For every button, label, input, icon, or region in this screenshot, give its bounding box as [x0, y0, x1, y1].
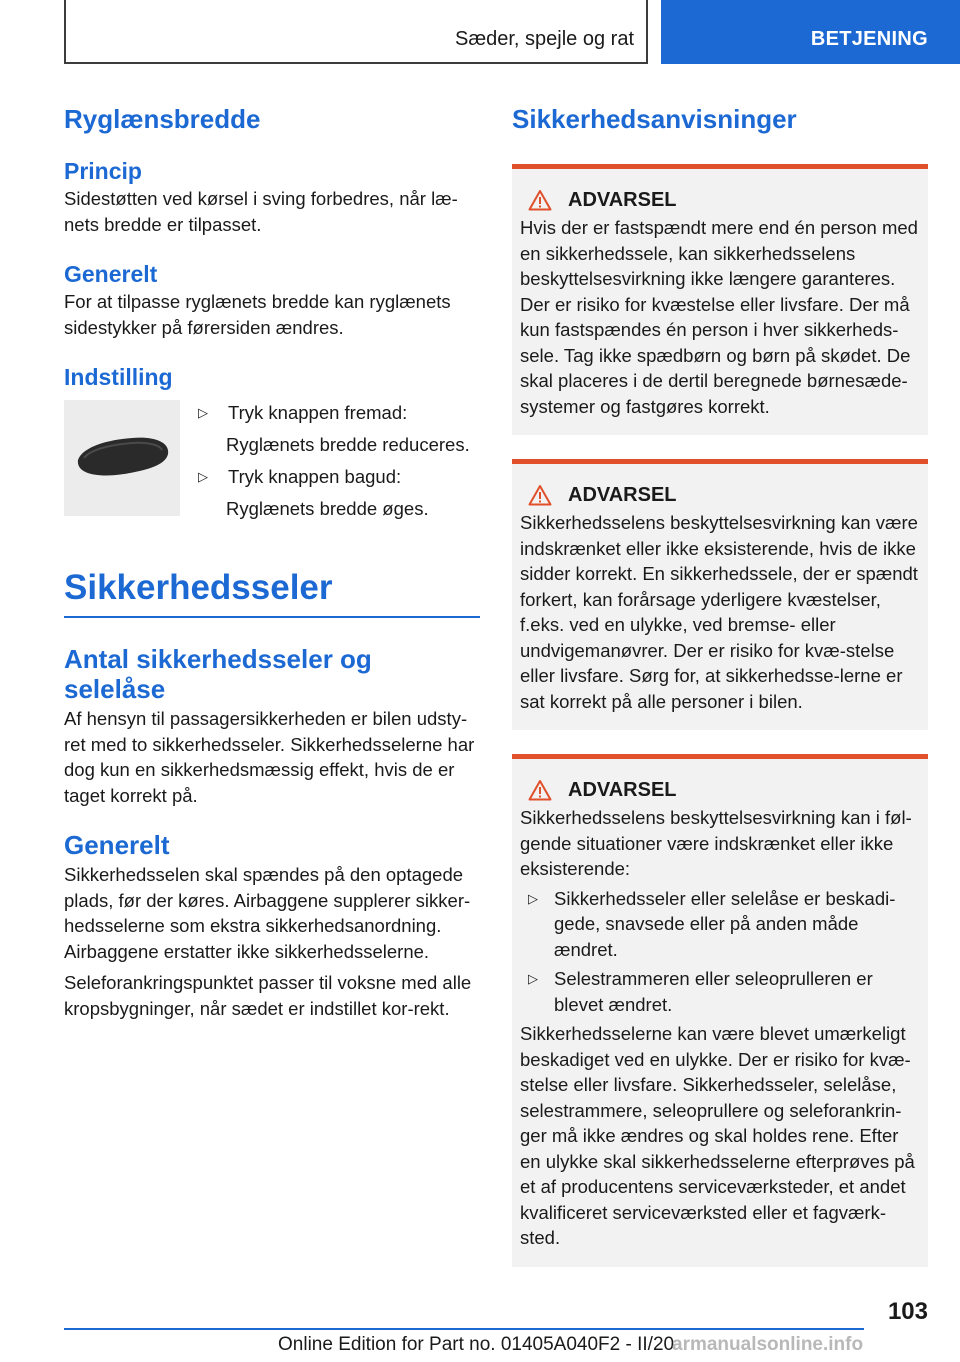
section-divider	[64, 616, 480, 618]
seatbelt-count-text: Af hensyn til passagersikkerheden er bilen udsty-ret med to sikkerhedsseler. Sikkerhedsselerne har dog kun en sikkerhedsmæssig effekt, hvis de er taget korrekt på.	[64, 708, 475, 806]
left-column	[64, 100, 480, 1021]
triangle-right-icon: ▷	[528, 971, 538, 986]
list-item-result: Ryglænets bredde reduceres.	[226, 434, 470, 455]
warning-triangle-icon	[528, 189, 552, 211]
warning-triangle-icon	[528, 484, 552, 506]
list-item: ▷ Tryk knappen bagud:	[196, 464, 470, 490]
warning-title: ADVARSEL	[520, 187, 922, 213]
triangle-right-icon: ▷	[528, 890, 538, 906]
backrest-button-icon	[64, 400, 180, 516]
footer-watermark: armanualsonline.info	[672, 1334, 864, 1355]
header-chapter-tab	[661, 0, 960, 64]
list-item: ▷ Sikkerhedsseler eller selelåse er beskadi-gede, snavsede eller på anden måde ændret.	[520, 886, 922, 963]
general2-text-1: Sikkerhedsselen skal spændes på den optagede plads, før der køres. Airbaggene supplerer sikker-hedsselerne som ekstra sikkerhedsanordning. Airbaggene erstatter ikke sikkerhedsselerne.	[64, 864, 471, 962]
list-item: ▷ Selestrammeren eller seleoprulleren er blevet ændret.	[520, 966, 922, 1017]
general2-heading: Generelt	[64, 830, 170, 860]
triangle-right-icon: ▷	[198, 405, 208, 420]
warning-outro: Sikkerhedsselerne kan være blevet umærkeligt beskadiget ved en ulykke. Der er risiko for kvæ-stelse eller livsfare. Sikkerhedsseler, selelåse, selestrammere, seleoprullere og seleforankrin-ger må ikke ændres og skal holdes rene. Efter en ulykke skal sikkerhedsselerne efterprøves på et af producentens serviceværksteder, et andet kvalificeret serviceværksted eller et fagværk-sted.	[520, 1023, 915, 1248]
adjust-list	[196, 400, 470, 522]
warning-text: Sikkerhedsselens beskyttelsesvirkning kan være indskrænket eller ikke eksisterende, hvis de ikke sidder korrekt. En sikkerhedssele, der er spændt forkert, kan forårsage yderligere kvæstelser, f.eks. ved en ulykke, ved bremse- eller undvigemanøvrer. Der er risiko for kvæ-stelse eller livsfare. Sørg for, at sikkerhedsse-lerne er sat korrekt på alle personer i bilen.	[520, 512, 918, 712]
warning-triangle-icon	[528, 779, 552, 801]
list-item: ▷ Tryk knappen fremad:	[196, 400, 470, 426]
safety-notes-title: Sikkerhedsanvisninger	[512, 104, 797, 134]
warning-box	[512, 459, 928, 730]
warning-box	[512, 164, 928, 435]
footer-edition: Online Edition for Part no. 01405A040F2 - II/20	[278, 1334, 675, 1355]
header-section-box	[64, 0, 648, 64]
backrest-width-title: Ryglænsbredde	[64, 104, 261, 134]
warning-intro: Sikkerhedsselens beskyttelsesvirkning kan i føl-gende situationer være indskrænket eller ikke eksisterende:	[520, 807, 912, 879]
header-section-title: Sæder, spejle og rat	[455, 28, 634, 50]
principle-text: Sidestøtten ved kørsel i sving forbedres, når læ-nets bredde er tilpasset.	[64, 188, 458, 235]
adjust-section	[64, 400, 480, 522]
right-column	[512, 100, 928, 1267]
general2-text-2: Seleforankringspunktet passer til voksne med alle kropsbygninger, når sædet er indstillet kor-rekt.	[64, 972, 472, 1019]
seatbelts-title: Sikkerhedsseler	[64, 568, 333, 607]
list-item-result: Ryglænets bredde øges.	[226, 498, 429, 519]
warning-box	[512, 754, 928, 1267]
principle-heading: Princip	[64, 158, 142, 184]
warning-title: ADVARSEL	[520, 482, 922, 508]
general-text: For at tilpasse ryglænets bredde kan ryglænets sidestykker på førersiden ændres.	[64, 291, 451, 338]
warning-title: ADVARSEL	[520, 777, 922, 803]
warning-text: Hvis der er fastspændt mere end én person med en sikkerhedssele, kan sikkerhedsselens beskyttelsesvirkning ikke længere garanteres. Der er risiko for kvæstelse eller livsfare. Der må kun fastspændes én person i hver sikkerheds-sele. Tag ikke spædbørn og børn på skødet. De skal placeres i de dertil beregnede børnesæde-systemer og fastgøres korrekt.	[520, 217, 918, 417]
seatbelt-count-heading: Antal sikkerhedsseler og selelåse	[64, 644, 372, 704]
header-chapter-label: BETJENING	[810, 28, 928, 50]
backrest-button-photo	[64, 400, 180, 516]
triangle-right-icon: ▷	[198, 469, 208, 484]
page-number: 103	[887, 1298, 928, 1325]
adjust-heading: Indstilling	[64, 364, 173, 390]
footer-divider	[64, 1328, 864, 1330]
general-heading: Generelt	[64, 261, 158, 287]
